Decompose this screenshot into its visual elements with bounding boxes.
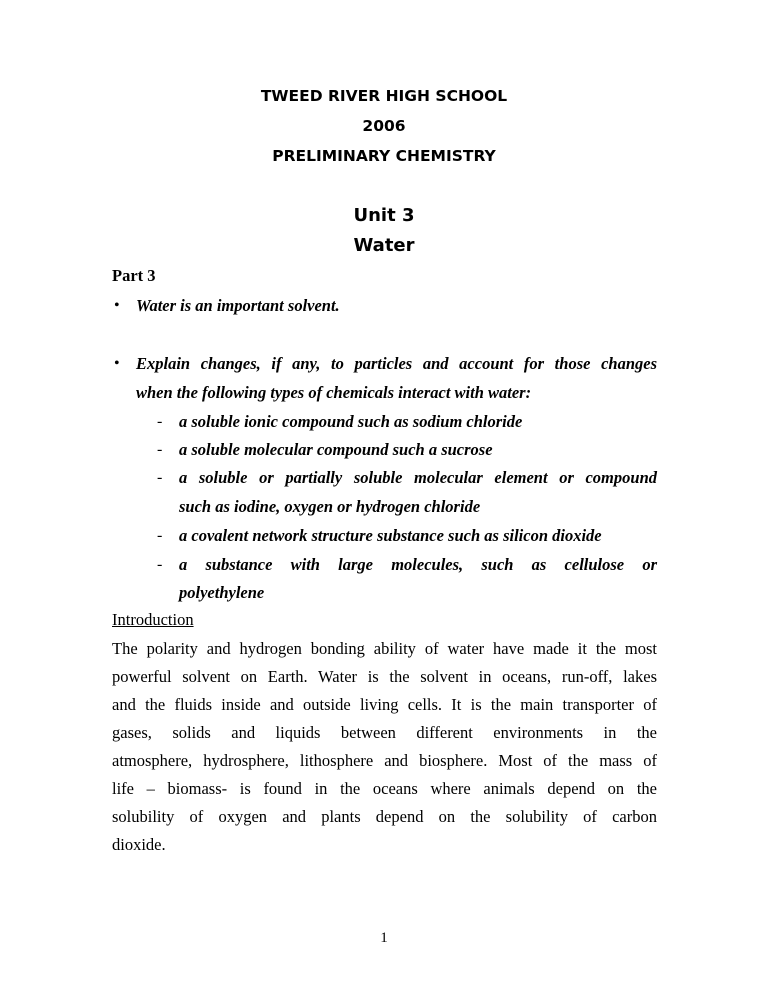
sub-item-continued: polyethylene <box>179 583 265 602</box>
dash-icon: - <box>157 527 163 544</box>
paragraph-line: gases, solids and liquids between different environments in the <box>112 723 657 742</box>
bullet-item-continued: when the following types of chemicals interact with water: <box>136 383 532 402</box>
paragraph-line: The polarity and hydrogen bonding ability of water have made it the most <box>112 639 657 658</box>
sub-item: a covalent network structure substance such as silicon dioxide <box>179 526 602 545</box>
part-heading: Part 3 <box>112 266 156 285</box>
bullet-item: Water is an important solvent. <box>136 296 340 315</box>
sub-item: a soluble ionic compound such as sodium chloride <box>179 412 523 431</box>
page-number: 1 <box>380 930 388 946</box>
course-title: PRELIMINARY CHEMISTRY <box>272 147 496 165</box>
paragraph-line: life – biomass- is found in the oceans where animals depend on the <box>112 779 657 798</box>
sub-item: a substance with large molecules, such as cellulose or <box>179 555 657 574</box>
school-name: TWEED RIVER HIGH SCHOOL <box>260 87 508 105</box>
dash-icon: - <box>157 413 163 430</box>
paragraph-line: atmosphere, hydrosphere, lithosphere and biosphere. Most of the mass of <box>112 751 657 770</box>
sub-item-continued: such as iodine, oxygen or hydrogen chloride <box>179 497 481 516</box>
bullet-icon: • <box>114 355 120 372</box>
year: 2006 <box>362 117 406 135</box>
unit-title: Water <box>353 235 415 256</box>
introduction-heading: Introduction <box>112 610 194 629</box>
paragraph-line: dioxide. <box>112 835 166 854</box>
paragraph-line: and the fluids inside and outside living cells. It is the main transporter of <box>112 695 657 714</box>
unit-number: Unit 3 <box>353 205 415 226</box>
sub-item: a soluble or partially soluble molecular element or compound <box>179 468 657 487</box>
paragraph-line: powerful solvent on Earth. Water is the solvent in oceans, run-off, lakes <box>112 667 657 686</box>
bullet-item: Explain changes, if any, to particles and account for those changes <box>136 354 657 373</box>
dash-icon: - <box>157 469 163 486</box>
sub-item: a soluble molecular compound such a sucrose <box>179 440 493 459</box>
dash-icon: - <box>157 556 163 573</box>
paragraph-line: solubility of oxygen and plants depend on the solubility of carbon <box>112 807 657 826</box>
dash-icon: - <box>157 441 163 458</box>
bullet-icon: • <box>114 297 120 314</box>
